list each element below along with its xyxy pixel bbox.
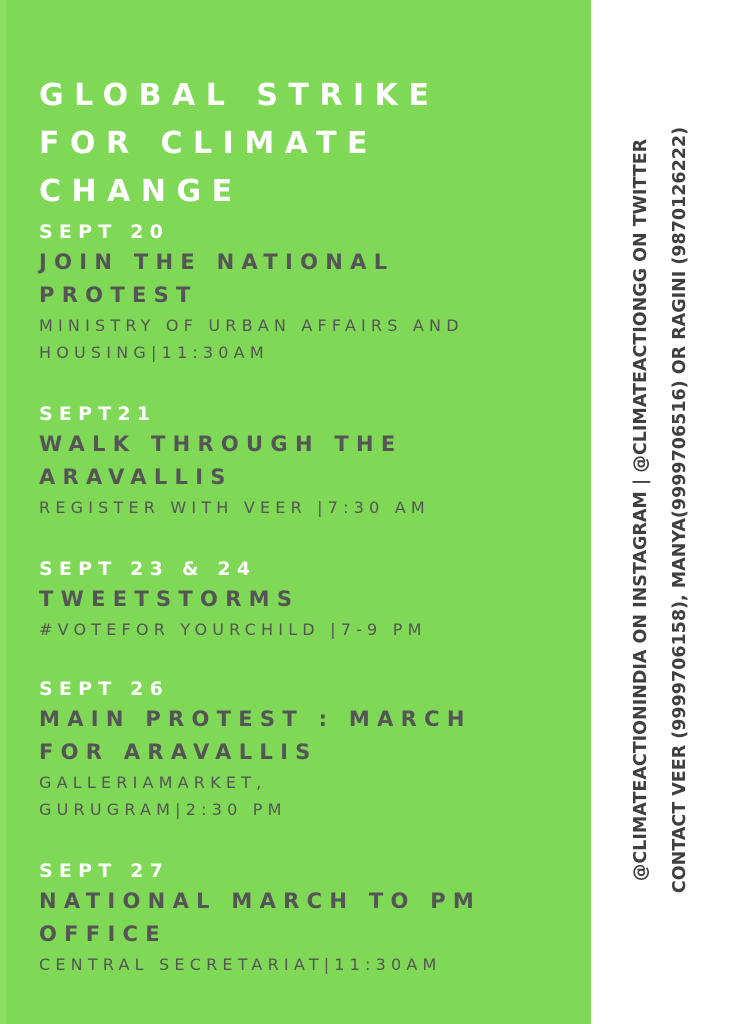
event-sept-20	[39, 218, 589, 366]
event-headline: MAIN PROTEST : MARCH	[39, 707, 472, 731]
title-line: FOR CLIMATE	[39, 126, 379, 161]
event-headline: NATIONAL MARCH TO PM	[39, 889, 482, 913]
event-date: SEPT 27	[39, 860, 170, 882]
event-headline: ARAVALLIS	[39, 465, 233, 489]
event-headline: WALK THROUGH THE	[39, 432, 403, 456]
event-sept-26	[39, 675, 589, 823]
event-date: SEPT 26	[39, 678, 170, 700]
event-headline: OFFICE	[39, 922, 167, 946]
event-detail: GURUGRAM|2:30 PM	[39, 800, 287, 819]
event-detail: GALLERIAMARKET,	[39, 773, 267, 792]
title-line: GLOBAL STRIKE	[39, 78, 440, 113]
event-headline: PROTEST	[39, 283, 198, 307]
poster-title	[39, 72, 579, 216]
event-sept-23-24	[39, 555, 589, 643]
event-headline: JOIN THE NATIONAL	[39, 250, 395, 274]
contact-text-block	[622, 50, 700, 970]
contact-sidebar	[591, 0, 731, 1024]
event-date: SEPT 23 & 24	[39, 558, 257, 580]
event-date: SEPT21	[39, 403, 157, 425]
event-detail: #VOTEFOR YOURCHILD |7-9 PM	[39, 620, 427, 639]
event-sept-21	[39, 400, 589, 521]
event-headline: TWEETSTORMS	[39, 587, 300, 611]
event-detail: REGISTER WITH VEER |7:30 AM	[39, 498, 430, 517]
event-headline: FOR ARAVALLIS	[39, 740, 318, 764]
event-detail: CENTRAL SECRETARIAT|11:30AM	[39, 955, 442, 974]
event-detail: HOUSING|11:30AM	[39, 343, 269, 362]
event-sept-27	[39, 857, 589, 978]
event-date: SEPT 20	[39, 221, 170, 243]
title-line: CHANGE	[39, 174, 243, 209]
event-detail: MINISTRY OF URBAN AFFAIRS AND	[39, 316, 464, 335]
contact-numbers: CONTACT VEER (9999706158), MANYA(9999706516) OR RAGINI (9870126222)	[670, 126, 690, 894]
social-handles: @CLIMATEACTIONINDIA ON INSTAGRAM | @CLIMATEACTIONGG ON TWITTER	[631, 138, 651, 882]
